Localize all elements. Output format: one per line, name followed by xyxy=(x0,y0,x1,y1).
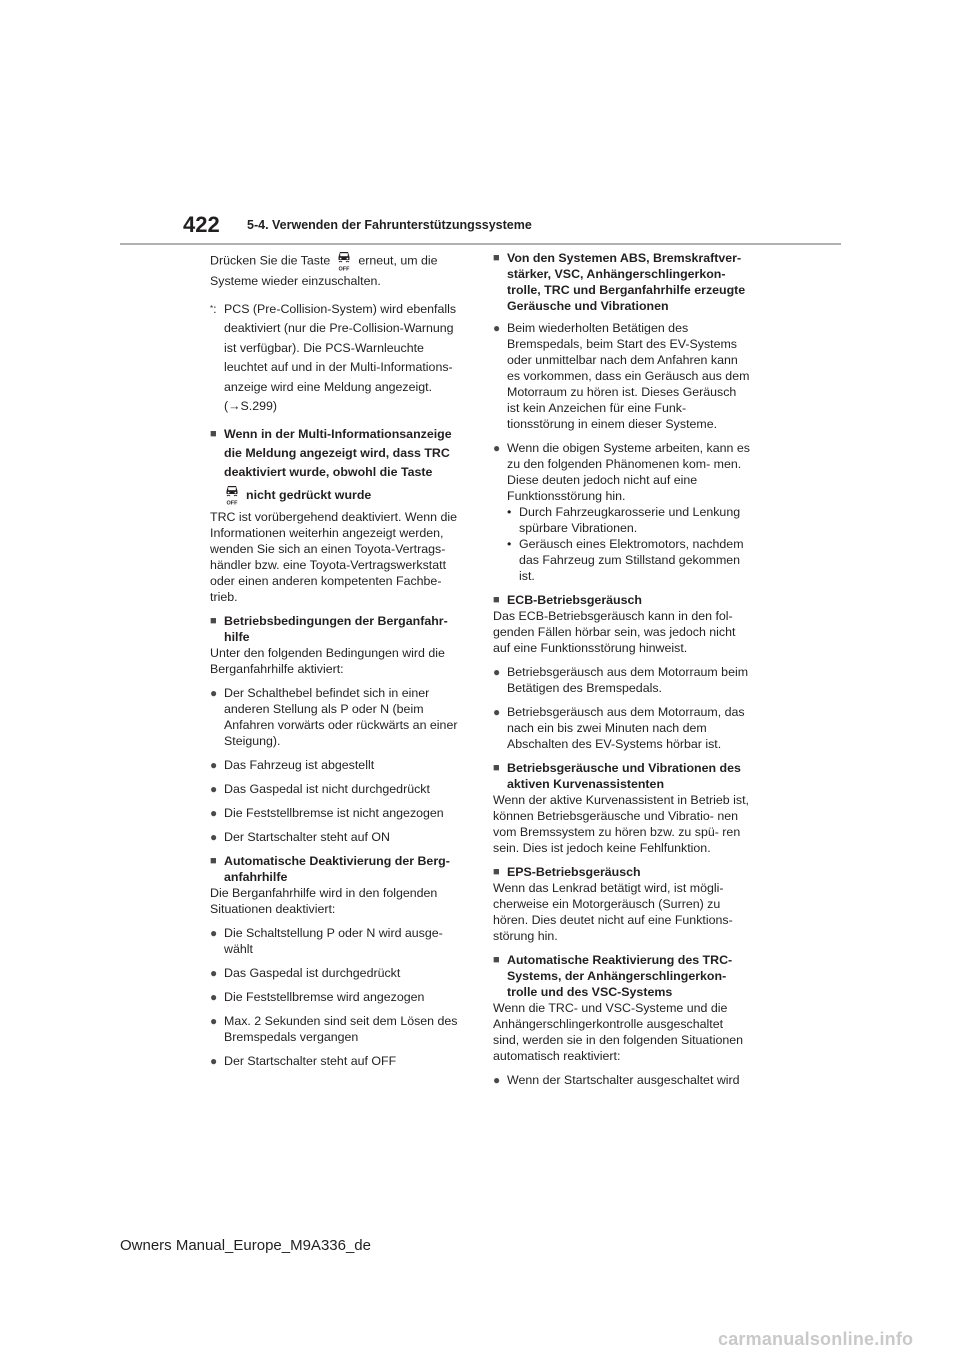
heading-text: Wenn in der Multi-Informationsanzeige die Meldung angezeigt wird, dass TRC deaktiviert wurde, obwohl die Taste xyxy=(224,426,452,479)
footnote xyxy=(210,300,468,417)
list-item-text: Das Fahrzeug ist abgestellt xyxy=(224,757,375,772)
footnote-body xyxy=(224,300,468,417)
list-item-text: Betriebsgeräusch aus dem Motorraum beim Betätigen des Bremspedals. xyxy=(507,665,749,695)
heading-text-continued: nicht gedrückt wurde xyxy=(246,487,372,502)
list-item-text: Betriebsgeräusch aus dem Motorraum, das nach ein bis zwei Minuten nach dem Abschalten des EV-Systems hörbar ist. xyxy=(507,705,745,751)
circle-bullet-icon: ● xyxy=(210,965,218,980)
circle-bullet-icon: ● xyxy=(493,1073,501,1087)
paragraph-eps: Wenn das Lenkrad betätigt wird, ist mögli- cherweise ein Motorgeräusch (Surren) zu hören. Dies deutet nicht auf eine Funktions- störung hin. xyxy=(493,881,733,943)
header-divider xyxy=(120,243,841,245)
paragraph-cornering: Wenn der aktive Kurvenassistent in Betrieb ist, können Betriebsgeräusche und Vibratio- nen vom Bremssystem zu hören bzw. zu spü- ren sein. Dies ist jedoch keine Fehlfunktion. xyxy=(493,793,749,855)
circle-bullet-icon: ● xyxy=(210,805,218,820)
list-item-text: Die Feststellbremse wird angezogen xyxy=(224,989,425,1004)
list-item-text: Der Startschalter steht auf OFF xyxy=(224,1053,397,1068)
list-item xyxy=(210,1013,468,1045)
vsc-off-icon xyxy=(224,484,240,506)
circle-bullet-icon: ● xyxy=(210,1013,218,1028)
list-item xyxy=(210,829,468,845)
footer-document-id: Owners Manual_Europe_M9A336_de xyxy=(120,1237,371,1254)
circle-bullet-icon: ● xyxy=(210,757,218,772)
square-bullet-icon: ■ xyxy=(210,614,217,627)
heading-text: ECB-Betriebsgeräusch xyxy=(507,593,642,607)
list-item-text: Wenn der Startschalter ausgeschaltet wird xyxy=(507,1073,740,1087)
circle-bullet-icon: ● xyxy=(210,989,218,1004)
list-item-text: Der Startschalter steht auf ON xyxy=(224,829,390,844)
square-bullet-icon: ■ xyxy=(210,427,217,440)
heading-cornering-assist xyxy=(493,760,751,792)
section-title: 5-4. Verwenden der Fahrunterstützungssysteme xyxy=(247,218,532,232)
heading-hill-start-deactivation xyxy=(210,853,468,885)
square-bullet-icon: ■ xyxy=(493,594,500,606)
list-item-text: Wenn die obigen Systeme arbeiten, kann es zu den folgenden Phänomenen kom- men. Diese deuten jedoch nicht auf eine Funktionsstörung hin. xyxy=(507,441,750,503)
list-item-text: Der Schalthebel befindet sich in einer anderen Stellung als P oder N (beim Anfahren vorwärts oder rückwärts an einer Steigung). xyxy=(224,685,458,748)
square-bullet-icon: ■ xyxy=(493,866,500,878)
svg-text:OFF: OFF xyxy=(338,266,350,272)
circle-bullet-icon: ● xyxy=(493,441,501,455)
heading-trc-message-continued xyxy=(224,482,468,508)
footnote-page-reference[interactable]: (→S.299) xyxy=(224,399,278,413)
intro-paragraph xyxy=(210,250,468,292)
list-item xyxy=(493,1072,751,1088)
vsc-off-icon xyxy=(336,250,352,272)
square-bullet-icon: ■ xyxy=(493,762,500,774)
left-column xyxy=(210,250,468,1077)
list-item xyxy=(493,440,751,504)
footnote-colon: : xyxy=(213,301,217,316)
intro-text-3: Systeme wieder einzuschalten. xyxy=(210,274,381,288)
list-item xyxy=(210,1053,468,1069)
dash-bullet-icon: • xyxy=(507,505,512,519)
heading-system-noises xyxy=(493,250,751,314)
dash-item-text: Durch Fahrzeugkarosserie und Lenkung spürbare Vibrationen. xyxy=(519,505,741,535)
paragraph-ecb: Das ECB-Betriebsgeräusch kann in den fol- genden Fällen hörbar sein, was jedoch nicht auf eine Funktionsstörung hinweist. xyxy=(493,609,736,655)
right-column xyxy=(493,250,751,1096)
footnote-asterisk: * xyxy=(210,303,214,313)
list-item xyxy=(493,320,751,432)
dash-bullet-icon: • xyxy=(507,537,512,551)
circle-bullet-icon: ● xyxy=(210,829,218,844)
list-item xyxy=(210,781,468,797)
footnote-mark xyxy=(210,300,224,417)
list-item-text: Die Feststellbremse ist nicht angezogen xyxy=(224,805,444,820)
paragraph-hill-start: Unter den folgenden Bedingungen wird die Berganfahrhilfe aktiviert: xyxy=(210,645,445,676)
square-bullet-icon: ■ xyxy=(210,854,217,867)
list-item xyxy=(210,989,468,1005)
list-item-text: Max. 2 Sekunden sind seit dem Lösen des Bremspedals vergangen xyxy=(224,1013,458,1044)
heading-hill-start-conditions xyxy=(210,613,468,645)
heading-eps-noise xyxy=(493,864,751,880)
circle-bullet-icon: ● xyxy=(493,321,501,335)
paragraph-deactivation: Die Berganfahrhilfe wird in den folgenden Situationen deaktiviert: xyxy=(210,885,438,916)
dash-list-item xyxy=(507,504,751,536)
list-item-text: Das Gaspedal ist nicht durchgedrückt xyxy=(224,781,430,796)
list-item xyxy=(210,685,468,749)
list-item xyxy=(493,704,751,752)
list-item xyxy=(210,965,468,981)
heading-text: EPS-Betriebsgeräusch xyxy=(507,865,641,879)
watermark[interactable]: carmanualsonline.info xyxy=(718,1329,914,1349)
circle-bullet-icon: ● xyxy=(493,665,501,679)
dash-list-item xyxy=(507,536,751,584)
page-number: 422 xyxy=(183,212,220,237)
heading-text: Betriebsbedingungen der Berganfahr- hilfe xyxy=(224,613,448,644)
square-bullet-icon: ■ xyxy=(493,252,500,264)
square-bullet-icon: ■ xyxy=(493,954,500,966)
list-item xyxy=(210,805,468,821)
circle-bullet-icon: ● xyxy=(493,705,501,719)
paragraph-trc: TRC ist vorübergehend deaktiviert. Wenn die Informationen weiterhin angezeigt werden, wenden Sie sich an einen Toyota-Vertrags- händler bzw. eine Toyota-Vertragswerkstatt oder einen anderen kompetenten Fachbe- trieb. xyxy=(210,509,458,604)
heading-reactivation xyxy=(493,952,751,1000)
heading-text: Automatische Deaktivierung der Berg- anfahrhilfe xyxy=(224,853,450,884)
paragraph-reactivation: Wenn die TRC- und VSC-Systeme und die Anhängerschlingerkontrolle ausgeschaltet sind, werden sie in den folgenden Situationen automatisch reaktiviert: xyxy=(493,1001,744,1063)
heading-text: Von den Systemen ABS, Bremskraftver- stärker, VSC, Anhängerschlingerkon- trolle, TRC und Berganfahrhilfe erzeugte Geräusche und Vibrationen xyxy=(507,251,746,313)
circle-bullet-icon: ● xyxy=(210,781,218,796)
list-item xyxy=(210,925,468,957)
svg-text:OFF: OFF xyxy=(226,500,238,506)
footnote-text: PCS (Pre-Collision-System) wird ebenfalls deaktiviert (nur die Pre-Collision-Warnung ist verfügbar). Die PCS-Warnleuchte leuchtet auf und in der Multi-Informations- anzeige wird eine Meldung angezeigt. xyxy=(224,301,457,394)
circle-bullet-icon: ● xyxy=(210,1053,218,1068)
list-item xyxy=(493,664,751,696)
circle-bullet-icon: ● xyxy=(210,685,218,700)
heading-text: Betriebsgeräusche und Vibrationen des aktiven Kurvenassistenten xyxy=(507,761,741,791)
dash-item-text: Geräusch eines Elektromotors, nachdem das Fahrzeug zum Stillstand gekommen ist. xyxy=(519,537,744,583)
intro-text-2: erneut, um die xyxy=(358,253,438,268)
list-item-text: Beim wiederholten Betätigen des Bremspedals, beim Start des EV-Systems oder unmittelbar nach dem Anfahren kann es vorkommen, dass ein Geräusch aus dem Motorraum zu hören ist. Dieses Geräusch ist kein Anzeichen für eine Funk- tionsstörung in einem dieser Systeme. xyxy=(507,321,750,431)
list-item xyxy=(210,757,468,773)
intro-text-1: Drücken Sie die Taste xyxy=(210,253,331,268)
heading-trc-message xyxy=(210,425,468,482)
heading-text: Automatische Reaktivierung des TRC- Systems, der Anhängerschlingerkon- trolle und des VSC-Systems xyxy=(507,953,733,999)
heading-ecb-noise xyxy=(493,592,751,608)
circle-bullet-icon: ● xyxy=(210,925,218,940)
list-item-text: Das Gaspedal ist durchgedrückt xyxy=(224,965,401,980)
list-item-text: Die Schaltstellung P oder N wird ausge- wählt xyxy=(224,925,443,956)
